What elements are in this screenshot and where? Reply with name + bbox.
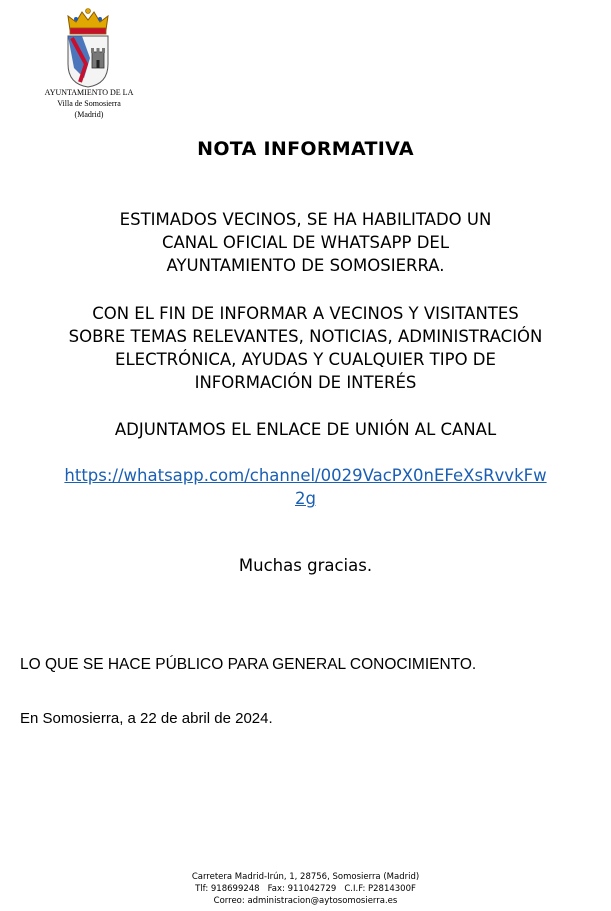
footer-address: Carretera Madrid-Irún, 1, 28756, Somosierra (Madrid) xyxy=(191,872,420,882)
org-line-2: Villa de Somosierra xyxy=(57,99,121,108)
org-line-1: AYUNTAMIENTO DE LA xyxy=(44,88,134,97)
purpose-line: CON EL FIN DE INFORMAR A VECINOS Y VISITANTES xyxy=(92,304,519,323)
coat-of-arms-logo xyxy=(60,8,116,88)
thanks-text: Muchas gracias. xyxy=(238,556,373,575)
purpose-line: INFORMACIÓN DE INTERÉS xyxy=(194,373,417,392)
attach-notice: ADJUNTAMOS EL ENLACE DE UNIÓN AL CANAL xyxy=(114,420,497,439)
crown-icon xyxy=(68,9,108,35)
intro-paragraph xyxy=(0,208,611,277)
date-line: En Somosierra, a 22 de abril de 2024. xyxy=(20,710,273,727)
purpose-paragraph xyxy=(0,302,611,394)
link-line-1[interactable]: https://whatsapp.com/channel/0029VacPX0nEFeXsRvvkFw xyxy=(64,466,547,485)
whatsapp-channel-link[interactable] xyxy=(0,464,611,510)
intro-line: ESTIMADOS VECINOS, SE HA HABILITADO UN xyxy=(119,210,492,229)
intro-line: AYUNTAMIENTO DE SOMOSIERRA. xyxy=(166,256,445,275)
shield-icon xyxy=(68,36,108,87)
link-line-2[interactable]: 2g xyxy=(295,489,316,508)
footer xyxy=(0,871,611,907)
footer-email: Correo: administracion@aytosomosierra.es xyxy=(213,896,398,906)
footer-phones: Tlf: 918699248 Fax: 911042729 C.I.F: P2814300F xyxy=(195,884,416,894)
purpose-line: ELECTRÓNICA, AYUDAS Y CUALQUIER TIPO DE xyxy=(115,350,496,369)
intro-line: CANAL OFICIAL DE WHATSAPP DEL xyxy=(161,233,450,252)
purpose-line: SOBRE TEMAS RELEVANTES, NOTICIAS, ADMINISTRACIÓN xyxy=(68,327,543,346)
public-notice: LO QUE SE HACE PÚBLICO PARA GENERAL CONOCIMIENTO. xyxy=(20,656,477,673)
org-line-3: (Madrid) xyxy=(74,110,104,119)
page-title: NOTA INFORMATIVA xyxy=(197,138,414,160)
organization-name xyxy=(10,87,168,120)
